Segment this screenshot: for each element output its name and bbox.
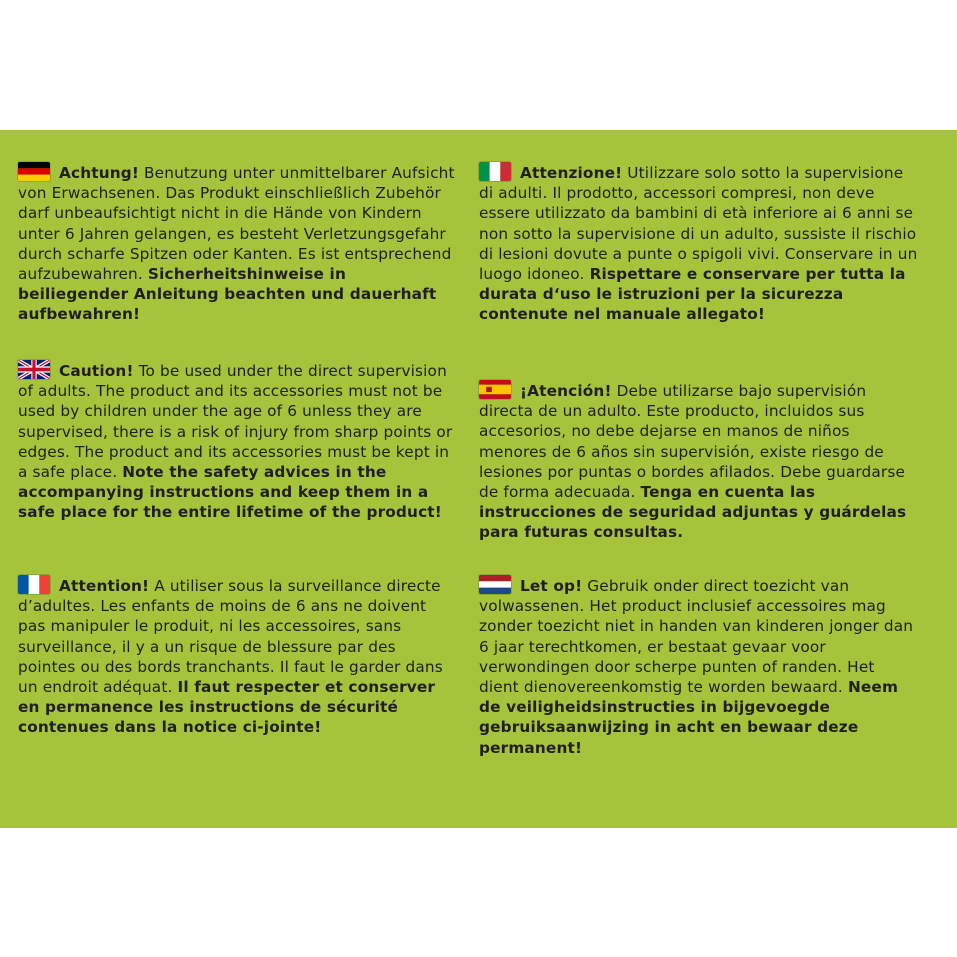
flag-germany-icon [18, 162, 50, 181]
warning-text: To be used under the direct supervision of adults. The product and its accessories must not be used by children under the age of 6 unless they are supervised, there is a risk of injury from sharp points or edges. The product and its accessories must be kept in a safe place. [18, 362, 453, 482]
flag-spain-icon [479, 380, 511, 399]
warning-bold-text: Il faut respecter et conserver en permanence les instructions de sécurité contenues dans la notice ci-jointe! [18, 678, 436, 737]
warning-heading: Attenzione! [520, 164, 623, 182]
warning-text: Debe utilizarse bajo supervisión directa de un adulto. Este producto, incluidos sus accesorios, no debe dejarse en manos de niños menores de 6 años sin supervisión, existe riesgo de lesiones por puntas o bordes afilados. Debe guardarse de forma adecuada. [479, 382, 906, 502]
warning-heading: Achtung! [59, 164, 140, 182]
warning-heading: Let op! [520, 577, 583, 595]
warning-section-english [18, 360, 458, 523]
flag-uk-icon [18, 360, 50, 379]
warning-heading: Attention! [59, 577, 150, 595]
flag-italy-icon [479, 162, 511, 181]
warning-bold-text: Rispettare e conservare per tutta la durata d‘uso le istruzioni per la sicurezza contenute nel manuale allegato! [479, 265, 906, 324]
warning-heading: ¡Atención! [520, 382, 612, 400]
warning-text: A utiliser sous la surveillance directe d’adultes. Les enfants de moins de 6 ans ne doivent pas manipuler le produit, ni les accessoires, sans surveillance, il y a un risque de blessure par des pointes ou des bords tranchants. Il faut le garder dans un endroit adéquat. [18, 577, 443, 697]
warning-section-dutch [479, 575, 919, 758]
warning-section-spanish [479, 380, 919, 543]
warning-section-italian [479, 162, 919, 325]
warning-section-german [18, 162, 458, 325]
warning-bold-text: Neem de veiligheidsinstructies in bijgevoegde gebruiksaanwijzing in acht en bewaar deze permanent! [479, 678, 899, 757]
warning-bold-text: Tenga en cuenta las instrucciones de seguridad adjuntas y guárdelas para futuras consultas. [479, 483, 907, 542]
warning-text: Gebruik onder direct toezicht van volwassenen. Het product inclusief accessoires mag zonder toezicht niet in handen van kinderen jonger dan 6 jaar terechtkomen, er bestaat gevaar voor verwondingen door scherpe punten of randen. Het dient dienovereenkomstig te worden bewaard. [479, 577, 914, 697]
warning-bold-text: Sicherheitshinweise in beiliegender Anleitung beachten und dauerhaft aufbewahren! [18, 265, 437, 324]
warning-text: Utilizzare solo sotto la supervisione di adulti. Il prodotto, accessori compresi, non deve essere utilizzato da bambini di età inferiore ai 6 anni se non sotto la supervisione di un adulto, sussiste il rischio di lesioni dovute a punte o spigoli vivi. Conservare in un luogo idoneo. [479, 164, 918, 284]
flag-france-icon [18, 575, 50, 594]
warning-text: Benutzung unter unmittelbarer Aufsicht von Erwachsenen. Das Produkt einschließlich Zubehör darf unbeaufsichtigt nicht in die Hände von Kindern unter 6 Jahren gelangen, es besteht Verletzungsgefahr durch scharfe Spitzen oder Kanten. Es ist entsprechend aufzubewahren. [18, 164, 455, 284]
warning-section-french [18, 575, 458, 738]
warning-heading: Caution! [59, 362, 134, 380]
warning-bold-text: Note the safety advices in the accompanying instructions and keep them in a safe place for the entire lifetime of the product! [18, 463, 442, 522]
flag-netherlands-icon [479, 575, 511, 594]
